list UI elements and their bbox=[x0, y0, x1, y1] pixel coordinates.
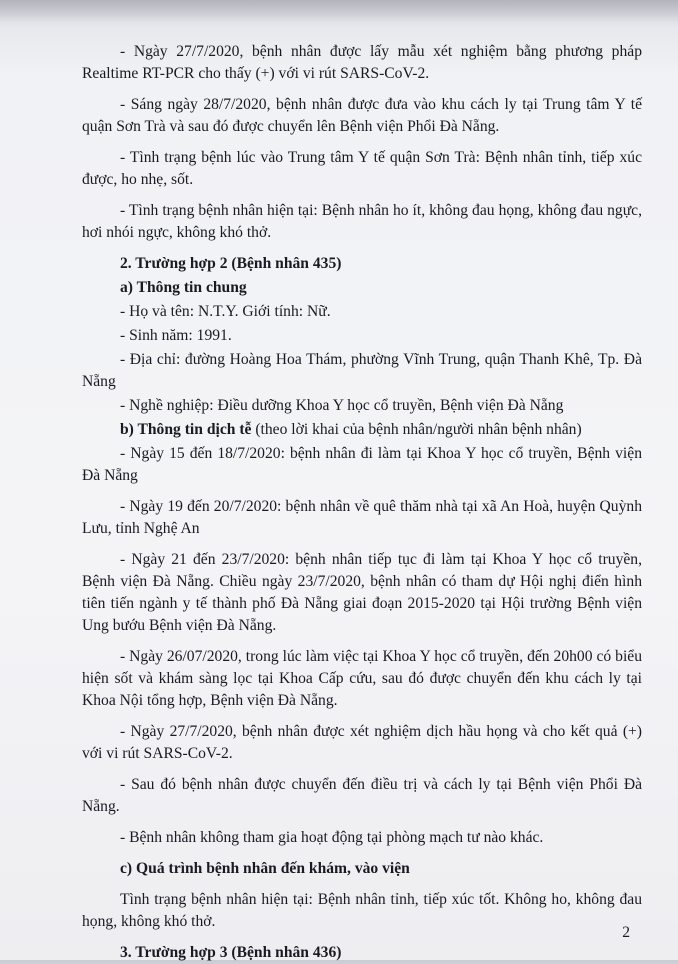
paragraph-test-result: - Ngày 27/7/2020, bệnh nhân được lấy mẫu xét nghiệm bằng phương pháp Realtime RT-PCR cho thấy (+) với vi rút SARS-CoV-2. bbox=[82, 43, 642, 82]
case2-address-line: - Địa chỉ: đường Hoàng Hoa Thám, phường Vĩnh Trung, quận Thanh Khê, Tp. Đà Nẵng bbox=[82, 351, 642, 390]
page-number: 2 bbox=[622, 924, 630, 941]
case3-heading: 3. Trường hợp 3 (Bệnh nhân 436) bbox=[120, 944, 342, 961]
case2-heading: 2. Trường hợp 2 (Bệnh nhân 435) bbox=[120, 255, 342, 272]
case2-birth-line: - Sinh năm: 1991. bbox=[120, 327, 232, 344]
case2-epi-title-rest: (theo lời khai của bệnh nhân/người nhân bệnh nhân) bbox=[251, 421, 582, 438]
case2-general-title: a) Thông tin chung bbox=[120, 279, 247, 296]
case2-epi-item: - Ngày 26/07/2020, trong lúc làm việc tại Khoa Y học cổ truyền, đến 20h00 có biểu hiện sốt và khám sàng lọc tại Khoa Cấp cứu, sau đó được chuyển đến khu cách ly tại Khoa Nội tổng hợp, Bệnh viện Đà Nẵng. bbox=[82, 648, 642, 709]
case2-job-line: - Nghề nghiệp: Điều dưỡng Khoa Y học cổ truyền, Bệnh viện Đà Nẵng bbox=[120, 397, 564, 414]
case2-clinical-title: c) Quá trình bệnh nhân đến khám, vào viện bbox=[120, 860, 410, 877]
paragraph-isolation: - Sáng ngày 28/7/2020, bệnh nhân được đưa vào khu cách ly tại Trung tâm Y tế quận Sơn Trà và sau đó được chuyển lên Bệnh viện Phổi Đà Nẵng. bbox=[82, 96, 642, 135]
case2-epi-item: - Ngày 19 đến 20/7/2020: bệnh nhân về quê thăm nhà tại xã An Hoà, huyện Quỳnh Lưu, tỉnh Nghệ An bbox=[82, 498, 642, 537]
case2-epi-title-bold: b) Thông tin dịch tễ bbox=[120, 421, 252, 438]
paragraph-admission-status: - Tình trạng bệnh lúc vào Trung tâm Y tế quận Sơn Trà: Bệnh nhân tỉnh, tiếp xúc được, ho nhẹ, sốt. bbox=[82, 149, 642, 188]
case2-epi-item: - Bệnh nhân không tham gia hoạt động tại phòng mạch tư nào khác. bbox=[120, 829, 544, 846]
case2-epi-item: - Ngày 27/7/2020, bệnh nhân được xét nghiệm dịch hầu họng và cho kết quả (+) với vi rút SARS-CoV-2. bbox=[82, 723, 642, 762]
case2-epi-item: - Ngày 15 đến 18/7/2020: bệnh nhân đi làm tại Khoa Y học cổ truyền, Bệnh viện Đà Nẵng bbox=[82, 445, 642, 484]
top-edge-shadow bbox=[0, 0, 678, 22]
case2-name-line: - Họ và tên: N.T.Y. Giới tính: Nữ. bbox=[120, 303, 331, 320]
paragraph-current-status: - Tình trạng bệnh nhân hiện tại: Bệnh nhân ho ít, không đau họng, không đau ngực, hơi nhói ngực, không khó thở. bbox=[82, 202, 642, 241]
case2-clinical-text: Tình trạng bệnh nhân hiện tại: Bệnh nhân tỉnh, tiếp xúc tốt. Không ho, không đau họng, không khó thở. bbox=[82, 891, 642, 930]
case2-epi-title bbox=[82, 419, 642, 441]
document-body bbox=[82, 41, 642, 964]
case2-epi-item: - Sau đó bệnh nhân được chuyển đến điều trị và cách ly tại Bệnh viện Phổi Đà Nẵng. bbox=[82, 776, 642, 815]
case2-epi-item: - Ngày 21 đến 23/7/2020: bệnh nhân tiếp tục đi làm tại Khoa Y học cổ truyền, Bệnh viện Đà Nẵng. Chiều ngày 23/7/2020, bệnh nhân có tham dự Hội nghị điển hình tiên tiến ngành y tế thành phố Đà Nẵng giai đoạn 2015-2020 tại Hội trường Bệnh viện Ung bướu Bệnh viện Đà Nẵng. bbox=[82, 551, 642, 634]
